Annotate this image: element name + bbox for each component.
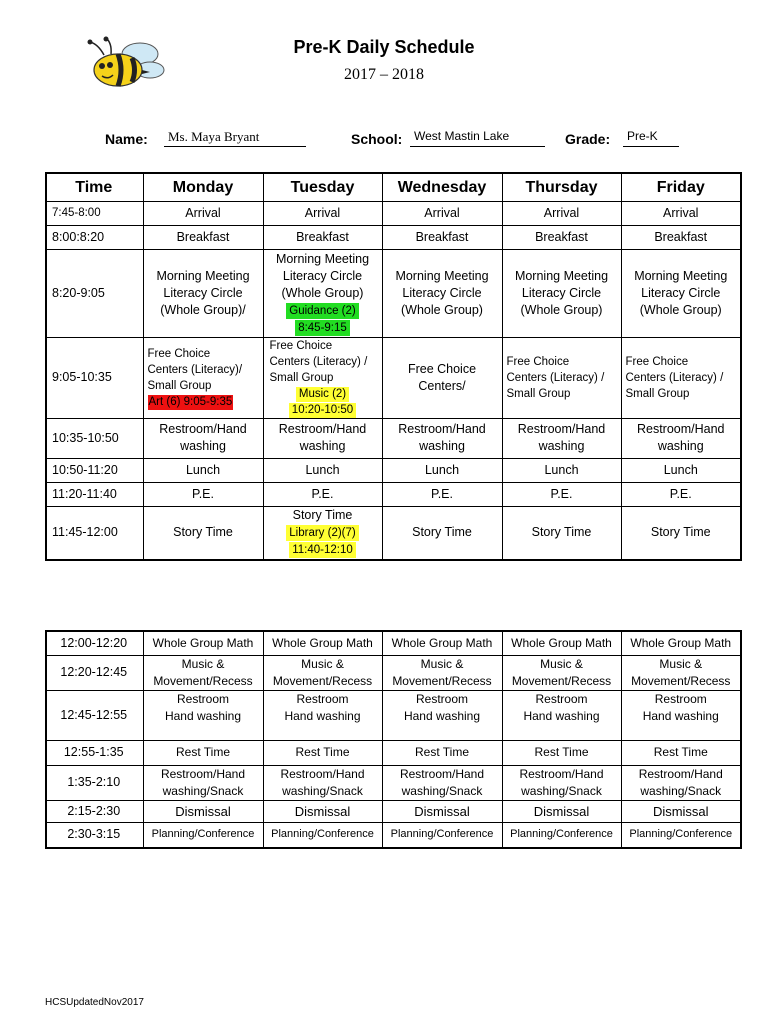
cell-line: Restroom/Hand <box>399 766 485 781</box>
schedule-cell: Arrival <box>502 201 621 225</box>
cell-line: Movement/Recess <box>272 673 373 688</box>
cell-line: Restroom/Hand <box>280 766 365 781</box>
schedule-cell: Whole Group Math <box>263 631 382 655</box>
cell-line: Hand washing <box>403 708 481 723</box>
cell-line: washing/Snack <box>521 783 602 798</box>
cell-line: Hand washing <box>642 708 719 723</box>
school-value: West Mastin Lake <box>410 129 545 147</box>
cell-line: Restroom/Hand <box>159 422 247 436</box>
cell-line: Hand washing <box>523 708 600 723</box>
library-highlight: Library (2)(7) <box>286 525 358 541</box>
time-cell: 2:15-2:30 <box>46 800 143 822</box>
guidance-time-highlight: 8:45-9:15 <box>295 320 350 336</box>
cell-line: washing <box>538 439 585 453</box>
header-tuesday: Tuesday <box>263 173 382 201</box>
schedule-cell <box>263 506 382 560</box>
schedule-cell: Planning/Conference <box>143 822 263 848</box>
cell-line: Restroom <box>176 691 229 706</box>
schedule-cell: P.E. <box>502 482 621 506</box>
schedule-cell <box>263 337 382 418</box>
cell-line: washing/Snack <box>282 783 363 798</box>
schedule-cell: Lunch <box>143 458 263 482</box>
schedule-cell: Breakfast <box>143 225 263 249</box>
schedule-cell <box>143 249 263 337</box>
schedule-cell <box>621 765 741 800</box>
cell-line: Morning Meeting <box>275 251 370 266</box>
music-highlight: Music (2) <box>296 387 349 402</box>
schedule-cell <box>143 690 263 740</box>
footer-note: HCSUpdatedNov2017 <box>45 997 144 1008</box>
schedule-cell <box>502 418 621 458</box>
schedule-cell: Rest Time <box>621 740 741 765</box>
cell-line: (Whole Group)/ <box>160 302 246 317</box>
cell-line: Music & <box>659 656 703 671</box>
cell-line: washing <box>657 439 704 453</box>
table-row <box>46 740 741 765</box>
school-label: School: <box>351 131 403 147</box>
table-row <box>46 506 741 560</box>
music-time-highlight: 10:20-10:50 <box>289 403 356 418</box>
schedule-cell: Story Time <box>382 506 502 560</box>
time-cell: 8:20-9:05 <box>46 249 143 337</box>
cell-line: Music & <box>181 656 225 671</box>
cell-line: (Whole Group) <box>639 302 722 317</box>
cell-line: Free Choice <box>625 355 689 368</box>
grade-value: Pre-K <box>623 129 679 147</box>
cell-line: Movement/Recess <box>631 673 731 688</box>
cell-line: Restroom/Hand <box>517 422 606 436</box>
time-cell: 12:45-12:55 <box>46 690 143 740</box>
schedule-cell <box>621 337 741 418</box>
cell-line: washing/Snack <box>401 783 483 798</box>
table-row <box>46 458 741 482</box>
time-cell: 12:00-12:20 <box>46 631 143 655</box>
cell-line: washing/Snack <box>162 783 244 798</box>
time-cell: 11:45-12:00 <box>46 506 143 560</box>
cell-line: Centers/ <box>418 378 466 393</box>
cell-line: Literacy Circle <box>521 285 602 300</box>
guidance-highlight: Guidance (2) <box>286 303 358 319</box>
schedule-cell: Whole Group Math <box>502 631 621 655</box>
school-year: 2017 – 2018 <box>344 66 424 83</box>
schedule-cell <box>382 418 502 458</box>
schedule-cell: Dismissal <box>502 800 621 822</box>
schedule-cell: Planning/Conference <box>263 822 382 848</box>
time-cell: 2:30-3:15 <box>46 822 143 848</box>
cell-line: Hand washing <box>164 708 242 723</box>
afternoon-schedule-table <box>45 630 742 849</box>
cell-line: Free Choice <box>147 347 211 360</box>
table-row <box>46 800 741 822</box>
schedule-cell: Arrival <box>143 201 263 225</box>
schedule-cell: Lunch <box>502 458 621 482</box>
table-row <box>46 655 741 690</box>
time-cell: 1:35-2:10 <box>46 765 143 800</box>
cell-line: Literacy Circle <box>641 285 721 300</box>
time-cell: 11:20-11:40 <box>46 482 143 506</box>
cell-line: (Whole Group) <box>520 302 603 317</box>
time-cell: 12:20-12:45 <box>46 655 143 690</box>
schedule-cell: Whole Group Math <box>382 631 502 655</box>
schedule-cell: Dismissal <box>382 800 502 822</box>
schedule-cell: Whole Group Math <box>143 631 263 655</box>
schedule-cell: Rest Time <box>263 740 382 765</box>
cell-line: Restroom/Hand <box>636 422 725 436</box>
schedule-cell: Story Time <box>502 506 621 560</box>
cell-line: Restroom <box>535 691 588 706</box>
schedule-cell <box>502 765 621 800</box>
time-cell: 7:45-8:00 <box>46 201 143 225</box>
cell-line: Centers (Literacy)/ <box>147 363 243 376</box>
schedule-cell <box>621 418 741 458</box>
time-cell: 10:35-10:50 <box>46 418 143 458</box>
time-cell: 12:55-1:35 <box>46 740 143 765</box>
cell-line: Morning Meeting <box>514 268 609 283</box>
schedule-cell: Arrival <box>382 201 502 225</box>
table-row <box>46 765 741 800</box>
table-row <box>46 631 741 655</box>
cell-line: washing <box>299 439 346 453</box>
header-wednesday: Wednesday <box>382 173 502 201</box>
schedule-cell <box>143 418 263 458</box>
header-friday: Friday <box>621 173 741 201</box>
schedule-cell <box>621 655 741 690</box>
schedule-cell: Arrival <box>263 201 382 225</box>
schedule-cell <box>382 249 502 337</box>
cell-line: Movement/Recess <box>511 673 612 688</box>
schedule-cell <box>382 337 502 418</box>
cell-line: Movement/Recess <box>153 673 253 688</box>
table-row <box>46 201 741 225</box>
cell-line: washing <box>419 439 465 453</box>
cell-line: Restroom/Hand <box>638 766 723 781</box>
cell-line: Restroom/Hand <box>398 422 486 436</box>
schedule-cell: Rest Time <box>382 740 502 765</box>
schedule-cell: Lunch <box>621 458 741 482</box>
schedule-cell <box>263 418 382 458</box>
schedule-cell: Breakfast <box>621 225 741 249</box>
cell-line: Centers (Literacy) / <box>625 371 724 384</box>
cell-line: washing/Snack <box>640 783 722 798</box>
table-row <box>46 249 741 337</box>
cell-line: Music & <box>420 656 464 671</box>
table-row <box>46 225 741 249</box>
name-label: Name: <box>105 131 148 147</box>
cell-line: Small Group <box>506 387 571 400</box>
schedule-cell: Planning/Conference <box>502 822 621 848</box>
morning-schedule-table <box>45 172 742 561</box>
library-time-highlight: 11:40-12:10 <box>289 542 356 558</box>
cell-line: Morning Meeting <box>395 268 489 283</box>
schedule-cell: Planning/Conference <box>621 822 741 848</box>
name-value: Ms. Maya Bryant <box>164 129 306 147</box>
cell-line: Morning Meeting <box>156 268 250 283</box>
schedule-cell <box>263 765 382 800</box>
schedule-cell: Whole Group Math <box>621 631 741 655</box>
cell-line: Restroom/Hand <box>519 766 604 781</box>
cell-line: Restroom/Hand <box>278 422 367 436</box>
schedule-cell: P.E. <box>621 482 741 506</box>
schedule-cell <box>382 655 502 690</box>
schedule-cell: Story Time <box>143 506 263 560</box>
schedule-cell: Lunch <box>382 458 502 482</box>
cell-line: Hand washing <box>284 708 361 723</box>
table-row <box>46 418 741 458</box>
schedule-cell <box>502 337 621 418</box>
schedule-cell <box>263 655 382 690</box>
schedule-cell: Breakfast <box>263 225 382 249</box>
schedule-cell: Lunch <box>263 458 382 482</box>
table-row <box>46 337 741 418</box>
schedule-cell <box>382 765 502 800</box>
schedule-cell <box>143 655 263 690</box>
cell-line: Small Group <box>625 387 690 400</box>
cell-line: Music & <box>540 656 583 671</box>
cell-line: Music & <box>301 656 344 671</box>
schedule-cell: Story Time <box>621 506 741 560</box>
schedule-cell <box>502 249 621 337</box>
schedule-cell: Breakfast <box>382 225 502 249</box>
schedule-cell: P.E. <box>263 482 382 506</box>
cell-line: Literacy Circle <box>282 268 363 283</box>
schedule-cell <box>382 690 502 740</box>
table-row <box>46 482 741 506</box>
time-cell: 9:05-10:35 <box>46 337 143 418</box>
table-row <box>46 690 741 740</box>
header-thursday: Thursday <box>502 173 621 201</box>
cell-line: Restroom <box>415 691 468 706</box>
cell-line: Free Choice <box>269 339 333 352</box>
schedule-cell <box>143 337 263 418</box>
cell-line: Small Group <box>147 379 212 392</box>
cell-line: Free Choice <box>407 361 477 376</box>
cell-line: Movement/Recess <box>392 673 492 688</box>
schedule-cell <box>502 655 621 690</box>
cell-line: Morning Meeting <box>634 268 728 283</box>
cell-line: Restroom/Hand <box>160 766 246 781</box>
schedule-cell <box>143 765 263 800</box>
schedule-cell: Rest Time <box>502 740 621 765</box>
schedule-cell: Arrival <box>621 201 741 225</box>
cell-line: Centers (Literacy) / <box>506 371 605 384</box>
header-monday: Monday <box>143 173 263 201</box>
header-time: Time <box>46 173 143 201</box>
cell-line: (Whole Group) <box>401 302 483 317</box>
cell-line: Restroom <box>296 691 349 706</box>
cell-line: Literacy Circle <box>163 285 243 300</box>
page-title: Pre-K Daily Schedule <box>293 37 475 57</box>
schedule-cell: P.E. <box>143 482 263 506</box>
table-row <box>46 822 741 848</box>
cell-line: Free Choice <box>506 355 570 368</box>
schedule-cell: Dismissal <box>621 800 741 822</box>
schedule-cell <box>263 690 382 740</box>
schedule-cell <box>621 249 741 337</box>
cell-line: Literacy Circle <box>402 285 482 300</box>
cell-line: Centers (Literacy) / <box>269 355 368 368</box>
schedule-cell: Dismissal <box>263 800 382 822</box>
cell-line: Story Time <box>292 508 353 523</box>
schedule-cell: Rest Time <box>143 740 263 765</box>
schedule-cell: Planning/Conference <box>382 822 502 848</box>
table-header-row <box>46 173 741 201</box>
cell-line: (Whole Group) <box>281 285 364 300</box>
schedule-cell <box>621 690 741 740</box>
art-highlight: Art (6) 9:05-9:35 <box>148 395 233 408</box>
schedule-cell: Breakfast <box>502 225 621 249</box>
grade-label: Grade: <box>565 131 611 147</box>
schedule-cell: P.E. <box>382 482 502 506</box>
schedule-cell <box>263 249 382 337</box>
cell-line: washing <box>180 439 226 453</box>
cell-line: Small Group <box>269 371 334 384</box>
schedule-cell: Dismissal <box>143 800 263 822</box>
time-cell: 10:50-11:20 <box>46 458 143 482</box>
time-cell: 8:00:8:20 <box>46 225 143 249</box>
cell-line: Restroom <box>654 691 707 706</box>
schedule-cell <box>502 690 621 740</box>
